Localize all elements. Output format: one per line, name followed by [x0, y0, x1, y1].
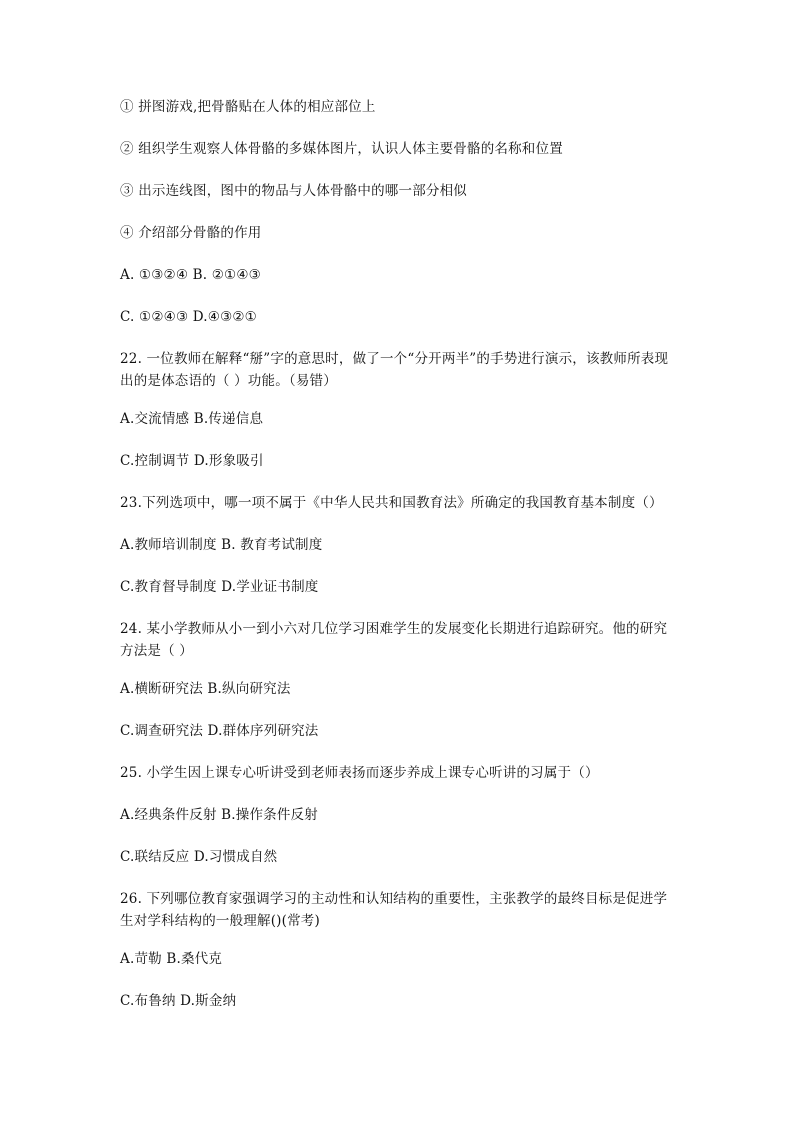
- answer-options: A.横断研究法 B.纵向研究法: [120, 681, 291, 697]
- answer-options: C. ①②④③ D.④③②①: [120, 309, 257, 325]
- question-25: 25. 小学生因上课专心听讲受到老师表扬而逐步养成上课专心听讲的习属于（）: [120, 765, 599, 781]
- question-22: 22. 一位教师在解释“掰”字的意思时，做了一个“分开两半”的手势进行演示，该教师所表现出的是体态语的（ ）功能。（易错）: [120, 351, 669, 389]
- text-line: ① 拼图游戏,把骨骼贴在人体的相应部位上: [120, 99, 376, 115]
- text-line: ④ 介绍部分骨骼的作用: [120, 225, 262, 241]
- answer-options: A. ①③②④ B. ②①④③: [120, 267, 261, 283]
- answer-options: A.苛勒 B.桑代克: [120, 951, 223, 967]
- answer-options: C.联结反应 D.习惯成自然: [120, 849, 278, 865]
- text-line: ② 组织学生观察人体骨骼的多媒体图片，认识人体主要骨骼的名称和位置: [120, 141, 563, 157]
- question-23: 23.下列选项中，哪一项不属于《中华人民共和国教育法》所确定的我国教育基本制度（）: [120, 495, 663, 511]
- text-line: ③ 出示连线图，图中的物品与人体骨骼中的哪一部分相似: [120, 183, 467, 199]
- answer-options: C.调查研究法 D.群体序列研究法: [120, 723, 319, 739]
- answer-options: A.教师培训制度 B. 教育考试制度: [120, 537, 323, 553]
- answer-options: C.布鲁纳 D.斯金纳: [120, 993, 237, 1009]
- question-24: 24. 某小学教师从小一到小六对几位学习困难学生的发展变化长期进行追踪研究。他的研究方法是（ ）: [120, 621, 668, 659]
- question-26: 26. 下列哪位教育家强调学习的主动性和认知结构的重要性，主张教学的最终目标是促进学生对学科结构的一般理解()(常考): [120, 891, 668, 929]
- answer-options: A.交流情感 B.传递信息: [120, 411, 264, 427]
- answer-options: C.控制调节 D.形象吸引: [120, 453, 264, 469]
- answer-options: A.经典条件反射 B.操作条件反射: [120, 807, 318, 823]
- answer-options: C.教育督导制度 D.学业证书制度: [120, 579, 319, 595]
